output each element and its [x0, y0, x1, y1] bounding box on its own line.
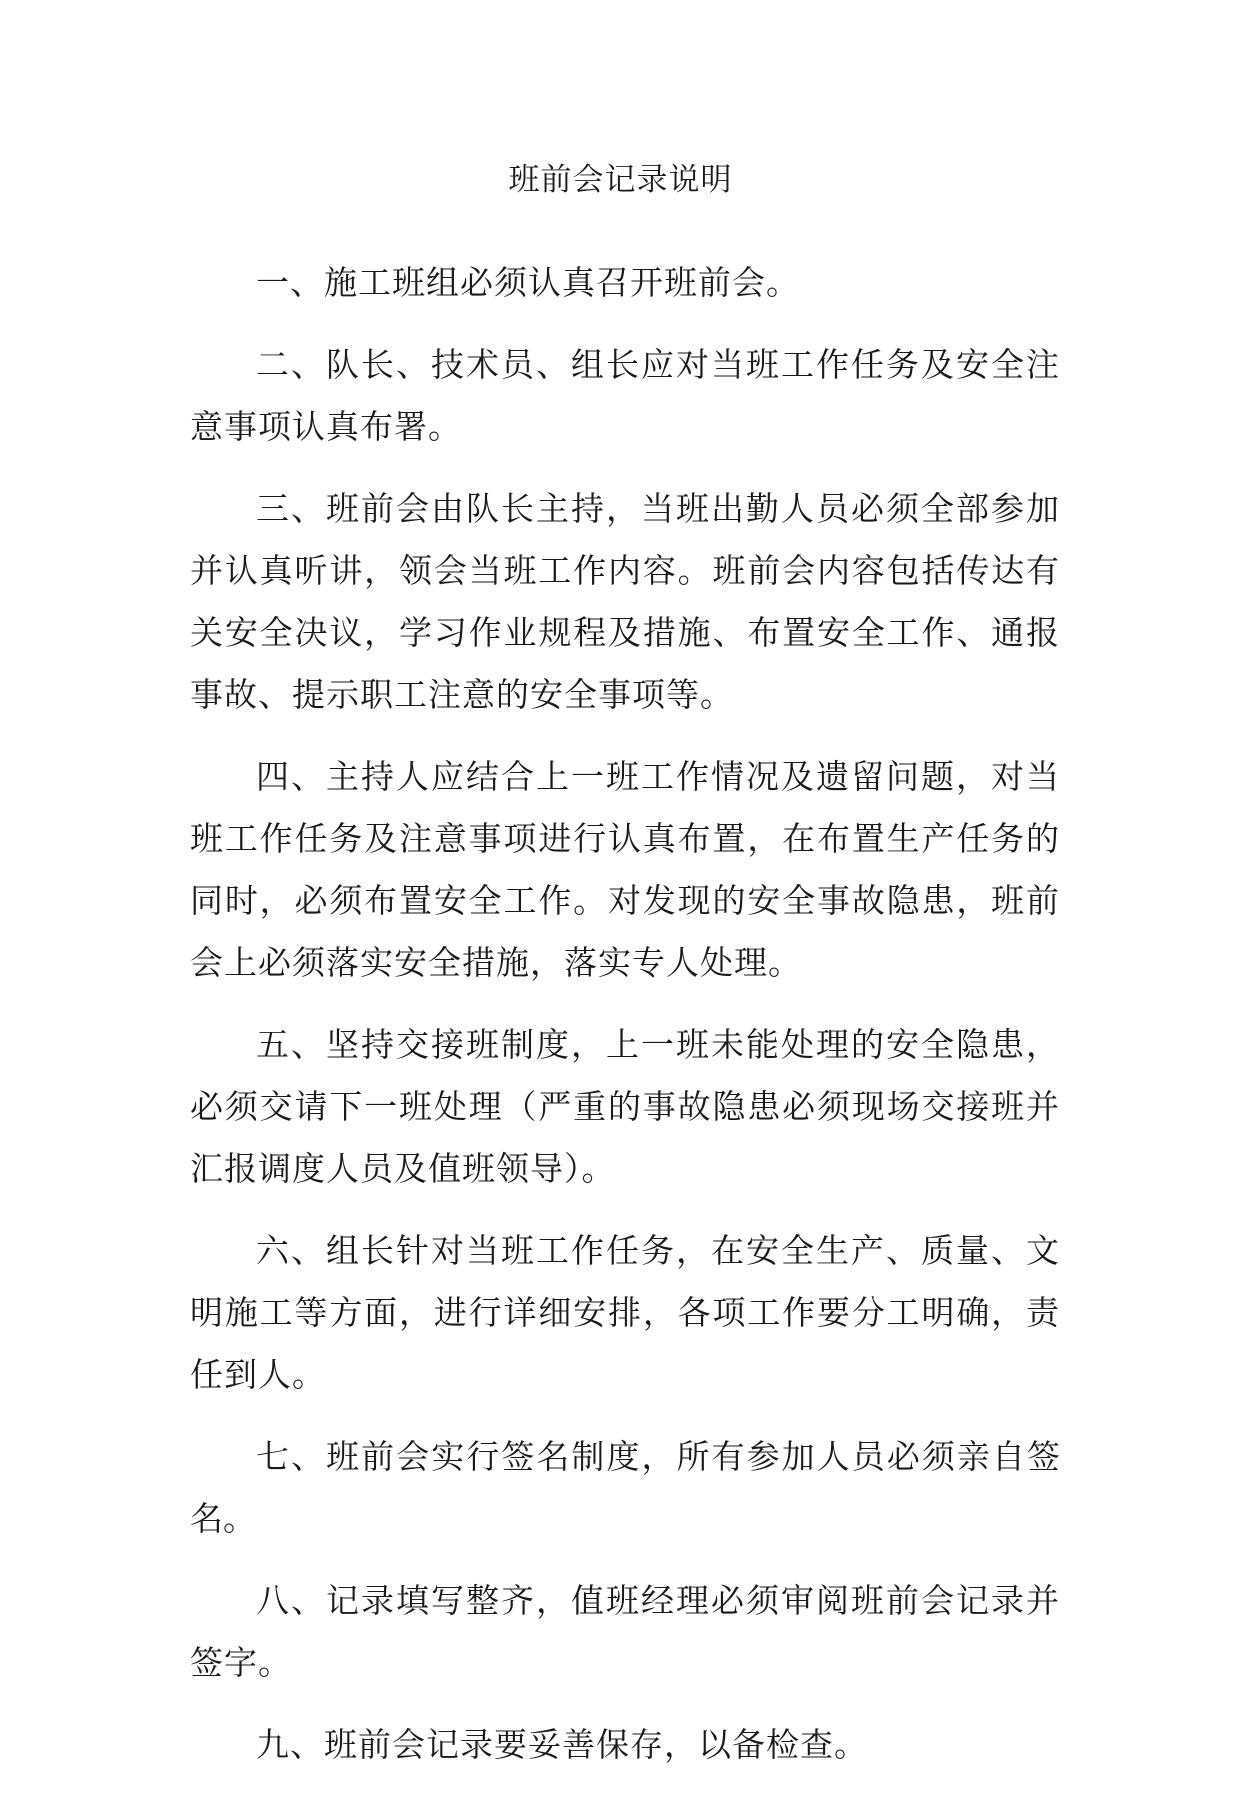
paragraph-8: 八、记录填写整齐，值班经理必须审阅班前会记录并签字。: [190, 1581, 1060, 1682]
paragraph-4: 四、主持人应结合上一班工作情况及遗留问题，对当班工作任务及注意事项进行认真布置，在布置生产任务的同时，必须布置安全工作。对发现的安全事故隐患，班前会上必须落实安全措施，落实专人处理。: [190, 757, 1060, 982]
document-title: 班前会记录说明: [508, 162, 733, 198]
paragraph-2: 二、队长、技术员、组长应对当班工作任务及安全注意事项认真布署。: [190, 345, 1060, 446]
paragraph-7: 七、班前会实行签名制度，所有参加人员必须亲自签名。: [190, 1437, 1060, 1538]
document-body: [190, 252, 1060, 1796]
paragraph-5: 五、坚持交接班制度，上一班未能处理的安全隐患，必须交请下一班处理（严重的事故隐患必须现场交接班并汇报调度人员及值班领导）。: [190, 1025, 1060, 1188]
paragraph-9: 九、班前会记录要妥善保存，以备检查。: [256, 1725, 868, 1764]
paragraph-1: 一、施工班组必须认真召开班前会。: [256, 263, 800, 302]
paragraph-6: 六、组长针对当班工作任务，在安全生产、质量、文明施工等方面，进行详细安排，各项工作要分工明确，责任到人。: [190, 1231, 1060, 1394]
paragraph-3: 三、班前会由队长主持，当班出勤人员必须全部参加并认真听讲，领会当班工作内容。班前会内容包括传达有关安全决议，学习作业规程及措施、布置安全工作、通报事故、提示职工注意的安全事项等。: [190, 489, 1060, 714]
